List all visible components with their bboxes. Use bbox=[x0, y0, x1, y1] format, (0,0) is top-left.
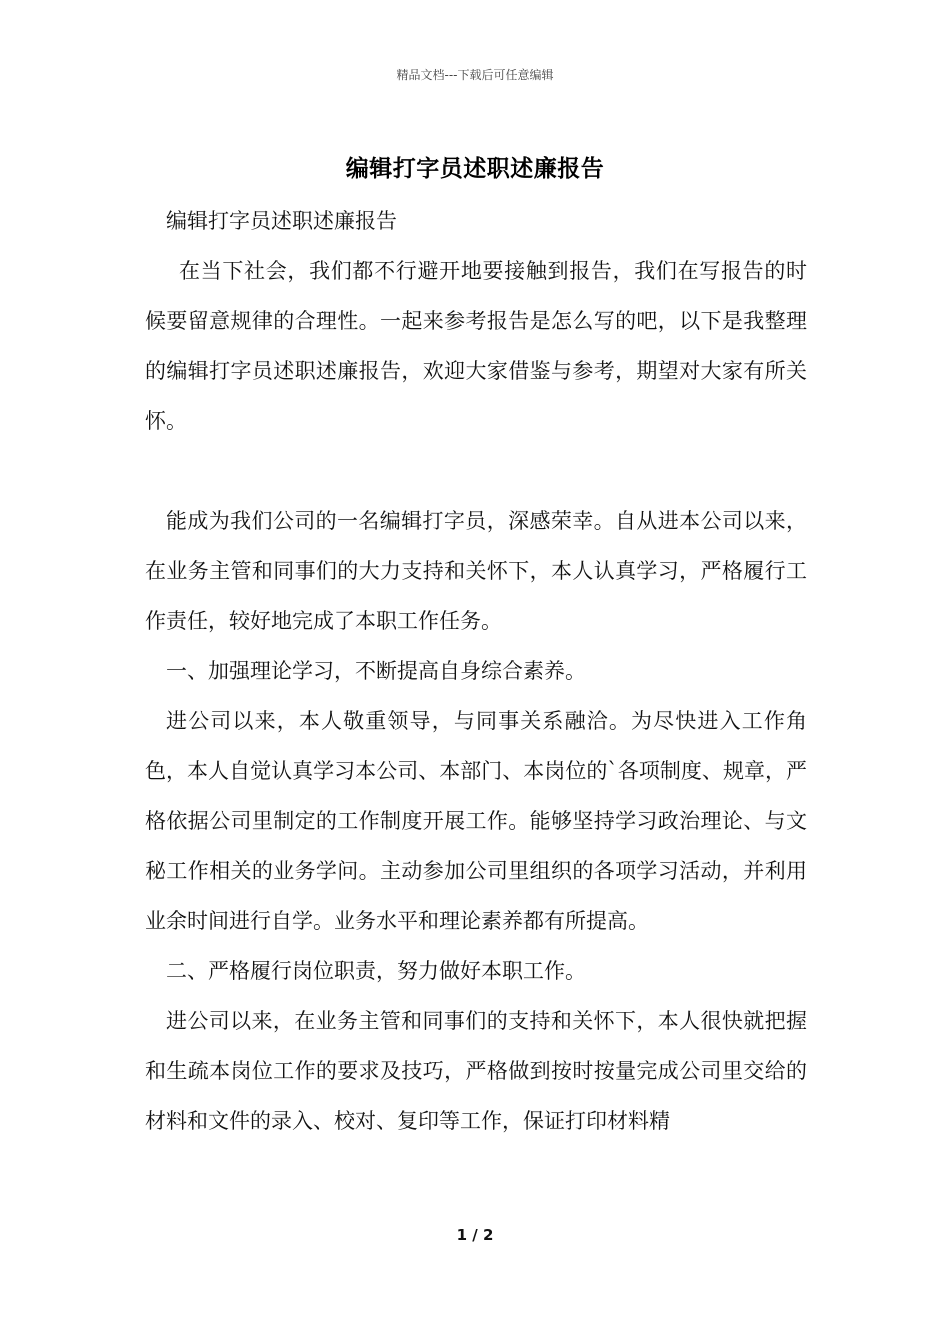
paragraph-spacer bbox=[145, 446, 807, 496]
section-heading-1: 一、加强理论学习，不断提高自身综合素养。 bbox=[166, 659, 586, 683]
section-heading-2: 二、严格履行岗位职责，努力做好本职工作。 bbox=[166, 959, 586, 983]
section-2-paragraph: 进公司以来，在业务主管和同事们的支持和关怀下，本人很快就把握和生疏本岗位工作的要求及技巧，严格做到按时按量完成公司里交给的材料和文件的录入、校对、复印等工作，保证打印材料精 bbox=[145, 1009, 807, 1133]
document-title: 编辑打字员述职述廉报告 bbox=[345, 155, 605, 182]
document-body bbox=[145, 196, 807, 1146]
section-1-paragraph: 进公司以来，本人敬重领导，与同事关系融洽。为尽快进入工作角色，本人自觉认真学习本公司、本部门、本岗位的`各项制度、规章，严格依据公司里制定的工作制度开展工作。能够坚持学习政治理论、与文秘工作相关的业务学问。主动参加公司里组织的各项学习活动，并利用业余时间进行自学。业务水平和理论素养都有所提高。 bbox=[145, 709, 807, 933]
opening-paragraph: 能成为我们公司的一名编辑打字员，深感荣幸。自从进本公司以来，在业务主管和同事们的大力支持和关怀下，本人认真学习，严格履行工作责任，较好地完成了本职工作任务。 bbox=[145, 509, 807, 633]
page-header-note: 精品文档---下载后可任意编辑 bbox=[396, 68, 554, 82]
intro-paragraph: 在当下社会，我们都不行避开地要接触到报告，我们在写报告的时候要留意规律的合理性。一起来参考报告是怎么写的吧，以下是我整理的编辑打字员述职述廉报告，欢迎大家借鉴与参考，期望对大家有所关怀。 bbox=[145, 259, 807, 433]
page-number: 1 / 2 bbox=[456, 1226, 494, 1244]
document-subtitle: 编辑打字员述职述廉报告 bbox=[166, 209, 397, 233]
